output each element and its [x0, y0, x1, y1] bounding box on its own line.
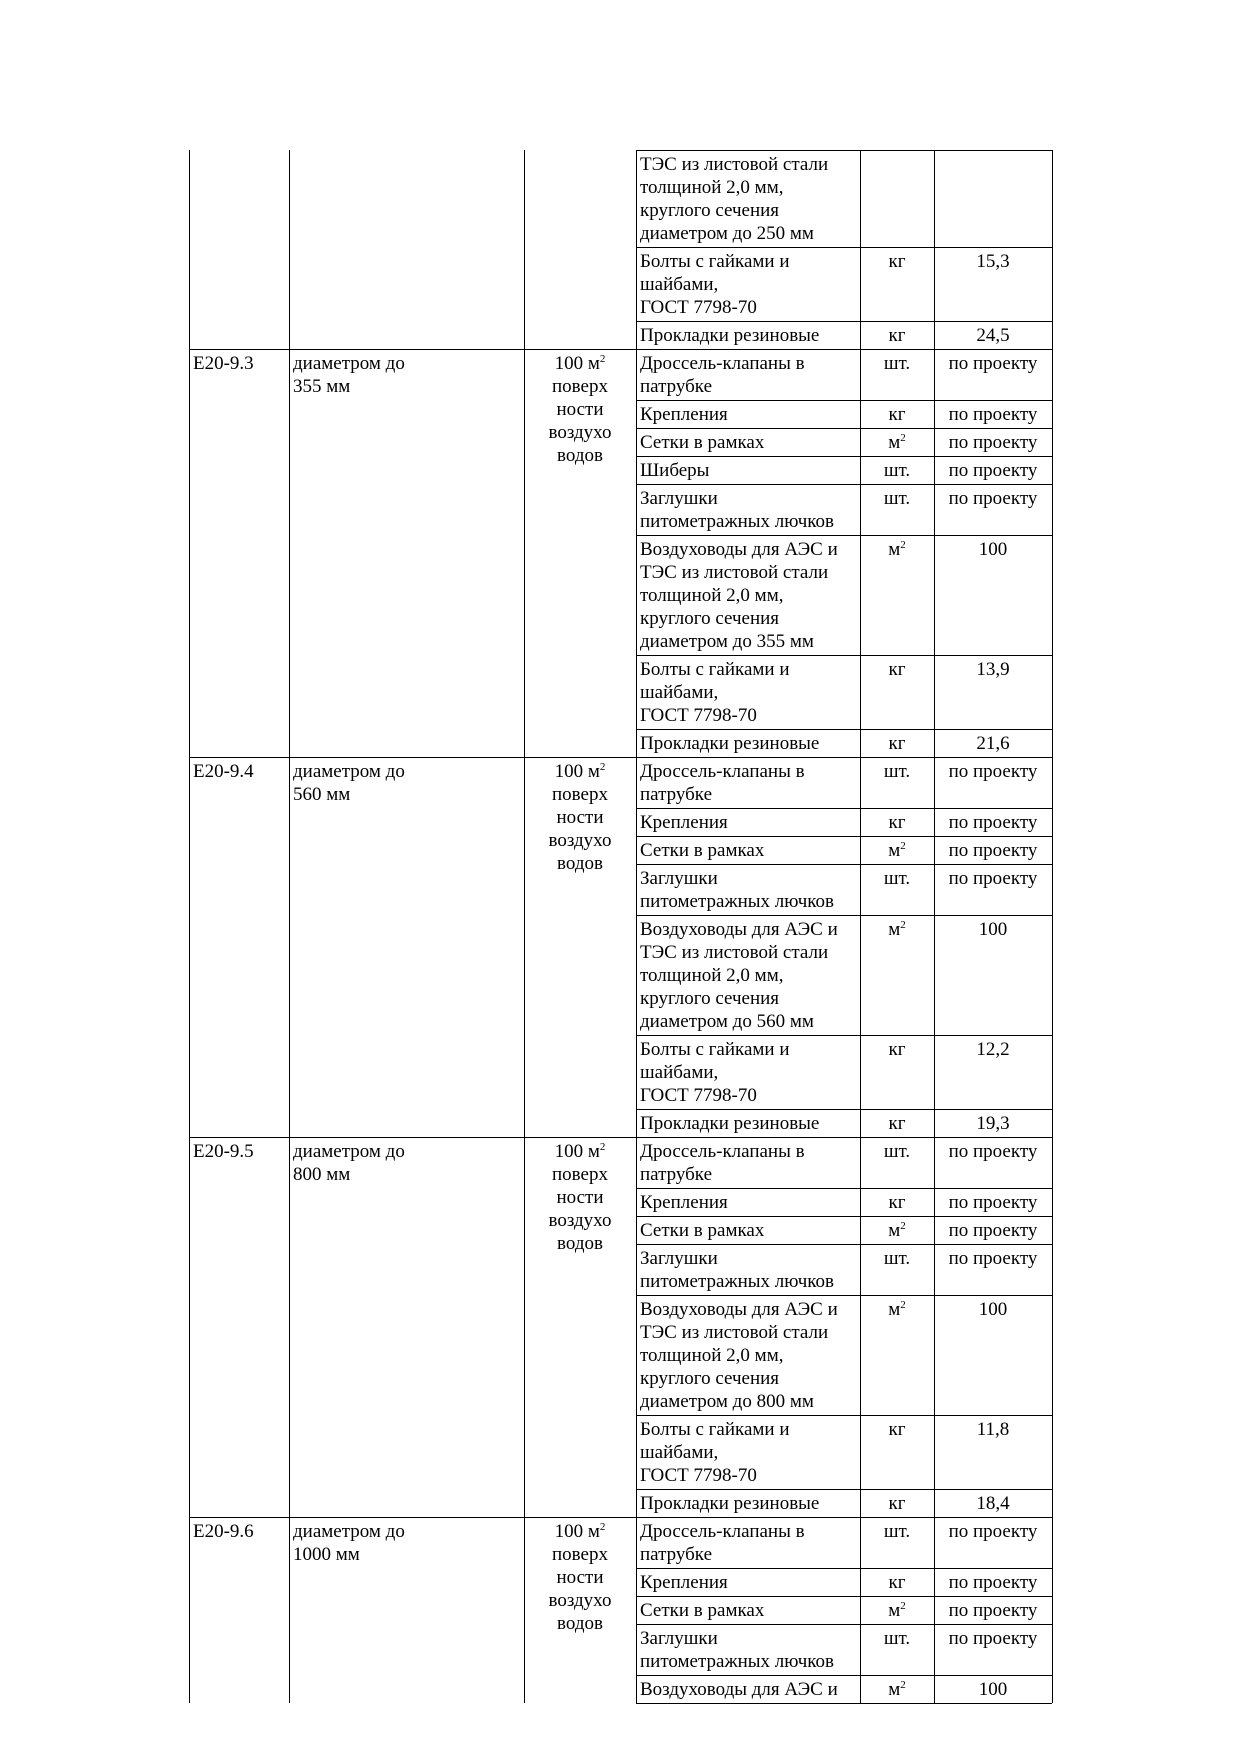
resource-name: Воздуховоды для АЭС и ТЭС из листовой стали толщиной 2,0 мм, круглого сечения диаметром до 560 мм [640, 919, 838, 1032]
unit-cell: кг [888, 1192, 906, 1213]
unit-cell: $м^2$ [888, 1299, 906, 1320]
table-rule [636, 1188, 1052, 1189]
resource-value: по проекту [948, 404, 1038, 425]
resource-value: по проекту [948, 1628, 1038, 1649]
unit-cell: шт. [883, 488, 911, 509]
unit-cell: кг [888, 1113, 906, 1134]
table-rule [289, 150, 290, 1703]
superscript-2: 2 [599, 761, 606, 773]
table-rule [636, 1415, 1052, 1416]
resource-value: по проекту [948, 812, 1038, 833]
resource-name: Болты с гайками и шайбами, ГОСТ 7798-70 [640, 1419, 790, 1486]
resource-name: Заглушки питометражных лючков [640, 488, 835, 532]
table-rule [189, 150, 190, 1703]
resource-value: 18,4 [976, 1493, 1010, 1514]
unit-cell: $м^2$ [888, 1679, 906, 1700]
resource-value: по проекту [948, 1141, 1038, 1162]
resource-name: Крепления [640, 404, 728, 425]
unit-cell: шт. [883, 1628, 911, 1649]
resource-name: Воздуховоды для АЭС и ТЭС из листовой стали толщиной 2,0 мм, круглого сечения диаметром до 355 мм [640, 539, 838, 652]
superscript-2: 2 [900, 432, 906, 444]
superscript-2: 2 [900, 1679, 906, 1691]
unit-cell: кг [888, 733, 906, 754]
resource-value: по проекту [948, 432, 1038, 453]
resource-value: по проекту [948, 840, 1038, 861]
measure-unit: 100 $м^2$ поверх ности воздухо водов [548, 1521, 612, 1634]
resource-name: Болты с гайками и шайбами, ГОСТ 7798-70 [640, 659, 790, 726]
resource-name: Заглушки питометражных лючков [640, 1248, 835, 1292]
resource-name: Дроссель-клапаны в патрубке [640, 1521, 805, 1565]
table-rule [636, 428, 1052, 429]
superscript-2: 2 [900, 1600, 906, 1612]
resource-value: 19,3 [976, 1113, 1010, 1134]
unit-cell: кг [888, 1572, 906, 1593]
resource-value: 15,3 [976, 251, 1010, 272]
resource-name: Заглушки питометражных лючков [640, 1628, 835, 1672]
table-rule [636, 915, 1052, 916]
unit-cell: шт. [883, 761, 911, 782]
unit-cell: кг [888, 325, 906, 346]
resource-value: 100 [978, 1299, 1008, 1320]
table-rule [636, 864, 1052, 865]
table-rule [636, 484, 1052, 485]
unit-cell: кг [888, 251, 906, 272]
table-rule [636, 1568, 1052, 1569]
table-rule [189, 1137, 1052, 1138]
resource-name: Болты с гайками и шайбами, ГОСТ 7798-70 [640, 251, 790, 318]
superscript-2: 2 [900, 1299, 906, 1311]
measure-unit: 100 $м^2$ поверх ности воздухо водов [548, 761, 612, 874]
resource-name: ТЭС из листовой стали толщиной 2,0 мм, круглого сечения диаметром до 250 мм [640, 154, 829, 244]
unit-cell: шт. [883, 460, 911, 481]
resource-name: Сетки в рамках [640, 1600, 765, 1621]
resource-value: 13,9 [976, 659, 1010, 680]
table-rule [636, 1596, 1052, 1597]
table-rule [636, 321, 1052, 322]
resource-name: Прокладки резиновые [640, 1493, 820, 1514]
norm-description: диаметром до 355 мм [293, 353, 405, 397]
unit-cell: кг [888, 1039, 906, 1060]
resource-value: 21,6 [976, 733, 1010, 754]
resource-name: Дроссель-клапаны в патрубке [640, 761, 805, 805]
resource-name: Болты с гайками и шайбами, ГОСТ 7798-70 [640, 1039, 790, 1106]
resource-name: Прокладки резиновые [640, 1113, 820, 1134]
unit-cell: шт. [883, 868, 911, 889]
table-rule [860, 150, 861, 1703]
superscript-2: 2 [900, 1220, 906, 1232]
resource-name: Прокладки резиновые [640, 733, 820, 754]
norm-description: диаметром до 1000 мм [293, 1521, 405, 1565]
unit-cell: $м^2$ [888, 919, 906, 940]
unit-cell: $м^2$ [888, 1220, 906, 1241]
resource-value: 24,5 [976, 325, 1010, 346]
unit-cell: $м^2$ [888, 840, 906, 861]
unit-cell: шт. [883, 1141, 911, 1162]
table-rule [636, 150, 1052, 151]
table-rule [636, 400, 1052, 401]
measure-unit: 100 $м^2$ поверх ности воздухо водов [548, 1141, 612, 1254]
norm-description: диаметром до 800 мм [293, 1141, 405, 1185]
resource-value: по проекту [948, 761, 1038, 782]
resource-name: Дроссель-клапаны в патрубке [640, 353, 805, 397]
resource-value: по проекту [948, 1572, 1038, 1593]
resource-value: 100 [978, 539, 1008, 560]
resource-name: Крепления [640, 812, 728, 833]
unit-cell: кг [888, 659, 906, 680]
table-rule [636, 1295, 1052, 1296]
resource-value: 11,8 [976, 1419, 1010, 1440]
unit-cell: кг [888, 1493, 906, 1514]
resource-value: по проекту [948, 1192, 1038, 1213]
unit-cell: $м^2$ [888, 432, 906, 453]
table-rule [189, 349, 1052, 350]
norm-code: Е20-9.3 [193, 353, 254, 374]
resource-value: 100 [978, 919, 1008, 940]
superscript-2: 2 [599, 1141, 606, 1153]
superscript-2: 2 [900, 840, 906, 852]
resource-name: Заглушки питометражных лючков [640, 868, 835, 912]
norm-code: Е20-9.6 [193, 1521, 254, 1542]
table-rule [636, 1703, 1052, 1704]
resource-value: по проекту [948, 460, 1038, 481]
resource-value: по проекту [948, 1600, 1038, 1621]
table-rule [636, 535, 1052, 536]
table-rule [636, 150, 637, 1703]
table-rule [636, 1216, 1052, 1217]
resource-name: Воздуховоды для АЭС и [640, 1679, 838, 1700]
unit-cell: $м^2$ [888, 539, 906, 560]
unit-cell: шт. [883, 1521, 911, 1542]
resource-value: 100 [978, 1679, 1008, 1700]
table-rule [636, 808, 1052, 809]
unit-cell: кг [888, 1419, 906, 1440]
table-rule [636, 836, 1052, 837]
resource-name: Крепления [640, 1192, 728, 1213]
resource-value: по проекту [948, 1248, 1038, 1269]
resource-name: Дроссель-клапаны в патрубке [640, 1141, 805, 1185]
unit-cell: $м^2$ [888, 1600, 906, 1621]
table-rule [636, 1675, 1052, 1676]
table-rule [636, 456, 1052, 457]
superscript-2: 2 [900, 919, 906, 931]
unit-cell: шт. [883, 1248, 911, 1269]
resource-name: Сетки в рамках [640, 840, 765, 861]
resource-name: Крепления [640, 1572, 728, 1593]
superscript-2: 2 [599, 353, 606, 365]
norm-code: Е20-9.4 [193, 761, 254, 782]
resource-value: по проекту [948, 488, 1038, 509]
table-rule [1052, 150, 1053, 1703]
unit-cell: кг [888, 404, 906, 425]
resource-name: Сетки в рамках [640, 432, 765, 453]
norm-description: диаметром до 560 мм [293, 761, 405, 805]
resource-value: по проекту [948, 1521, 1038, 1542]
table-rule [189, 1517, 1052, 1518]
table-rule [636, 1624, 1052, 1625]
resource-value: по проекту [948, 1220, 1038, 1241]
measure-unit: 100 $м^2$ поверх ности воздухо водов [548, 353, 612, 466]
table-rule [524, 150, 525, 1703]
table-rule [636, 1109, 1052, 1110]
unit-cell: шт. [883, 353, 911, 374]
resource-name: Сетки в рамках [640, 1220, 765, 1241]
table-rule [189, 757, 1052, 758]
table-rule [636, 1244, 1052, 1245]
resource-name: Прокладки резиновые [640, 325, 820, 346]
table-rule [636, 1035, 1052, 1036]
table-rule [934, 150, 935, 1703]
resource-name: Шиберы [640, 460, 710, 481]
table-rule [636, 1489, 1052, 1490]
superscript-2: 2 [599, 1521, 606, 1533]
resource-value: по проекту [948, 868, 1038, 889]
table-rule [636, 655, 1052, 656]
unit-cell: кг [888, 812, 906, 833]
superscript-2: 2 [900, 539, 906, 551]
table-rule [636, 247, 1052, 248]
table-rule [636, 729, 1052, 730]
norm-code: Е20-9.5 [193, 1141, 254, 1162]
resource-value: по проекту [948, 353, 1038, 374]
resource-value: 12,2 [976, 1039, 1010, 1060]
resource-name: Воздуховоды для АЭС и ТЭС из листовой стали толщиной 2,0 мм, круглого сечения диаметром до 800 мм [640, 1299, 838, 1412]
